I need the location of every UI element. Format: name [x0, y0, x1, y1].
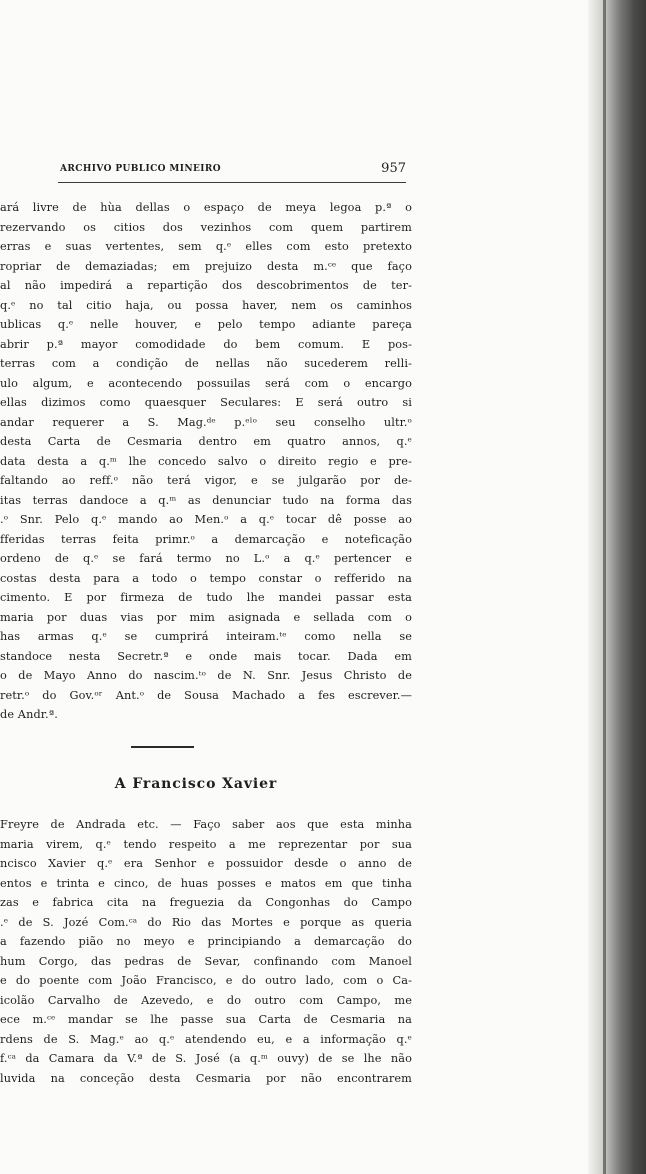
text-block-2	[0, 815, 412, 1088]
text-line: o de Mayo Anno do nascim.ᵗᵒ de N. Snr. Jesus Christo de	[0, 669, 412, 682]
text-line: erras e suas vertentes, sem q.ᵉ elles com esto pretexto	[0, 240, 412, 253]
text-line: a fazendo pião no meyo e principiando a demarcação do	[0, 935, 412, 948]
text-line: .ᵉ de S. Jozé Com.ᶜᵃ do Rio das Mortes e porque as queria	[0, 915, 412, 929]
text-line: rezervando os citios dos vezinhos com quem partirem	[0, 220, 412, 234]
text-line: desta Carta de Cesmaria dentro em quatro annos, q.ᵉ	[0, 435, 412, 448]
text-line: ncisco Xavier q.ᵉ era Senhor e possuidor desde o anno de	[0, 857, 412, 870]
text-line: ece m.ᶜᵉ mandar se lhe passe sua Carta de Cesmaria na	[0, 1013, 412, 1026]
page-edge-shadow	[603, 0, 606, 1174]
text-line: ropriar de demaziadas; em prejuizo desta m.ᶜᵉ que faço	[0, 259, 412, 273]
text-block-1	[0, 198, 412, 725]
text-line: itas terras dandoce a q.ᵐ as denunciar tudo na forma das	[0, 493, 412, 507]
text-line: ublicas q.ᵉ nelle houver, e pelo tempo adiante pareça	[0, 318, 412, 331]
running-header	[60, 161, 406, 179]
text-line: cimento. E por firmeza de tudo lhe mandei passar esta	[0, 591, 412, 604]
text-line: maria por duas vias por mim asignada e sellada com o	[0, 610, 412, 624]
text-line: ulo algum, e acontecendo possuilas será com o encargo	[0, 376, 412, 390]
text-line: luvida na conceção desta Cesmaria por não encontrarem	[0, 1071, 412, 1085]
journal-title: ARCHIVO PUBLICO MINEIRO	[60, 164, 222, 174]
text-line: ará livre de hùa dellas o espaço de meya legoa p.ª o	[0, 201, 412, 214]
text-line: fferidas terras feita primr.ᵒ a demarcação e noteficação	[0, 532, 412, 546]
text-line: .ᵒ Snr. Pelo q.ᵉ mando ao Men.ᵒ a q.ᵉ tocar dê posse ao	[0, 513, 412, 526]
text-line: entos e trinta e cinco, de huas posses e matos em que tinha	[0, 876, 412, 890]
text-line: rdens de S. Mag.ᵉ ao q.ᵉ atendendo eu, e a informação q.ᵉ	[0, 1032, 412, 1046]
text-line: icolão Carvalho de Azevedo, e do outro com Campo, me	[0, 993, 412, 1007]
text-line: ordeno de q.ᵉ se fará termo no L.ᵒ a q.ᵉ pertencer e	[0, 552, 412, 565]
text-line: ellas dizimos como quaesquer Seculares: E será outro si	[0, 396, 412, 409]
section-title: A Francisco Xavier	[114, 776, 278, 792]
text-line: has armas q.ᵉ se cumprirá inteiram.ᵗᵉ como nella se	[0, 630, 412, 643]
text-line: q.ᵉ no tal citio haja, ou possa haver, nem os caminhos	[0, 298, 412, 312]
text-line: abrir p.ª mayor comodidade do bem comum. E pos-	[0, 337, 412, 351]
text-line: terras com a condição de nellas não sucederem relli-	[0, 357, 412, 370]
text-line: retr.ᵒ do Gov.ᵒʳ Ant.ᵒ de Sousa Machado a fes escrever.—	[0, 688, 412, 702]
text-line: hum Corgo, das pedras de Sevar, confinando com Manoel	[0, 954, 412, 968]
text-line: maria virem, q.ᵉ tendo respeito a me reprezentar por sua	[0, 837, 412, 851]
header-rule	[58, 182, 406, 183]
text-line: andar requerer a S. Mag.ᵈᵉ p.ᵉˡᵒ seu conselho ultr.ᵒ	[0, 415, 412, 429]
text-line: costas desta para a todo o tempo constar o refferido na	[0, 571, 412, 585]
text-line: e do poente com João Francisco, e do outro lado, com o Ca-	[0, 974, 412, 987]
page-number: 957	[381, 161, 406, 176]
text-line: al não impedirá a repartição dos descobrimentos de ter-	[0, 279, 412, 292]
text-line: f.ᶜᵃ da Camara da V.ª de S. José (a q.ᵐ ouvy) de se lhe não	[0, 1052, 412, 1065]
text-line: data desta a q.ᵐ lhe concedo salvo o direito regio e pre-	[0, 454, 412, 468]
text-line: Freyre de Andrada etc. — Faço saber aos que esta minha	[0, 818, 412, 831]
text-line: zas e fabrica cita na freguezia da Congonhas do Campo	[0, 896, 412, 909]
text-line: standoce nesta Secretr.ª e onde mais tocar. Dada em	[0, 649, 412, 663]
text-line: de Andr.ª.	[0, 708, 58, 721]
section-divider	[131, 746, 194, 748]
page-binding-edge	[588, 0, 646, 1174]
text-line: faltando ao reff.ᵒ não terá vigor, e se julgarão por de-	[0, 474, 412, 487]
